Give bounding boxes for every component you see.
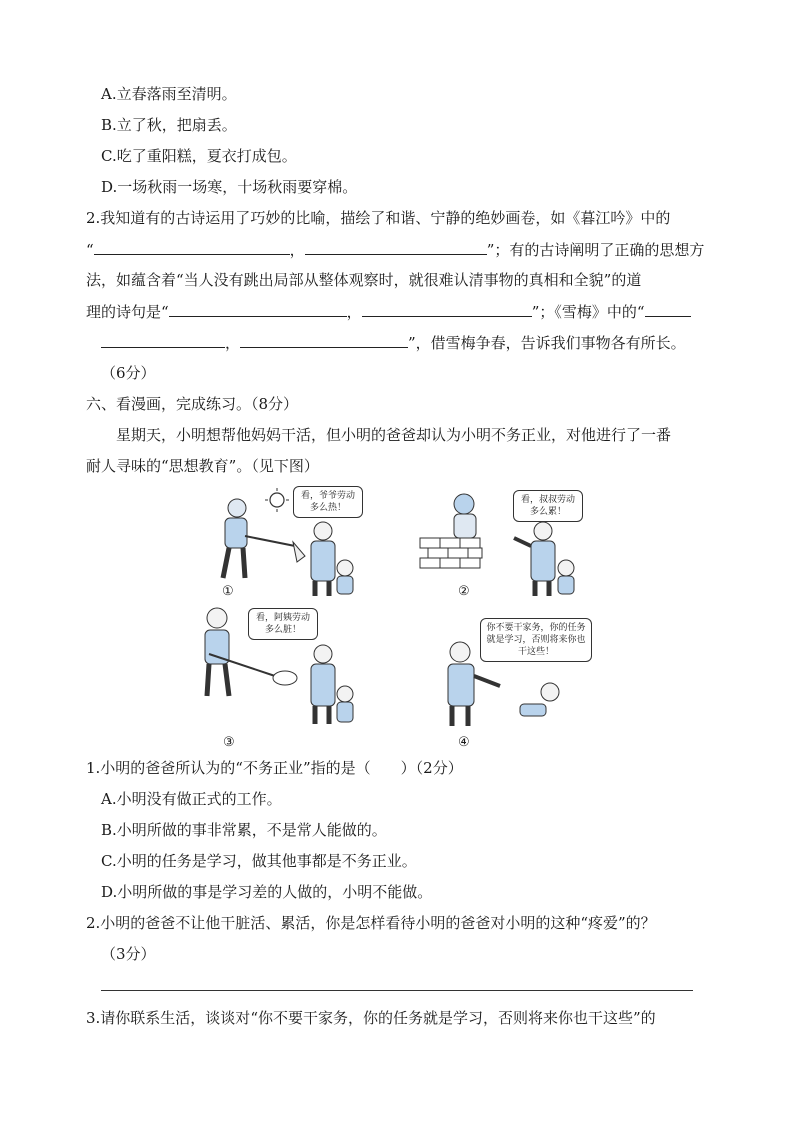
panel-number-3: ③ [223,735,235,750]
speech-bubble-4: 你不要干家务，你的任务就是学习，否则将来你也干这些！ [480,618,592,662]
q2-line5 [101,332,686,353]
sq1-stem: 1.小明的爸爸所认为的“不务正业”指的是（ ）（2分） [86,759,463,777]
open-quote: “ [86,241,94,259]
speech-bubble-2: 看，叔叔劳动多么累！ [513,490,583,522]
sq1-option-b: B.小明所做的事非常累，不是常人能做的。 [101,821,387,839]
answer-blank-1[interactable] [94,239,290,255]
comic-panel-4 [430,604,610,734]
q2-line2-rest: ”；有的古诗阐明了正确的思想方 [486,241,705,259]
answer-blank-5b[interactable] [101,332,225,348]
answer-blank-2[interactable] [305,239,487,255]
panel-number-4: ④ [458,735,470,750]
q2-line4-mid: ”；《雪梅》中的“ [531,303,645,321]
sq1-option-d: D.小明所做的事是学习差的人做的，小明不能做。 [101,883,433,901]
sq2-answer-line[interactable] [101,990,693,991]
answer-blank-6[interactable] [240,332,408,348]
sq2-score: （3分） [101,945,156,963]
section6-intro-2: 耐人寻味的“思想教育”。（见下图） [86,457,319,475]
q2-line4-start: 理的诗句是“ [86,303,169,321]
q2-line4 [86,301,691,322]
q2-line5-end: ”，借雪梅争春，告诉我们事物各有所长。 [408,334,686,352]
speech-bubble-1: 看，爷爷劳动多么热！ [293,486,363,518]
speech-bubble-3: 看，阿姨劳动多么脏！ [248,608,318,640]
section6-intro-1: 星期天，小明想帮他妈妈干活，但小明的爸爸却认为小明不务正业，对他进行了一番 [116,426,672,444]
sq1-option-c: C.小明的任务是学习，做其他事都是不务正业。 [101,852,417,870]
answer-blank-3[interactable] [169,301,347,317]
comma: ， [289,241,305,259]
q2-line3: 法，如蕴含着“当人没有跳出局部从整体观察时，就很难认清事物的真相和全貌”的道 [86,271,642,289]
option-a: A.立春落雨至清明。 [101,85,237,103]
panel-number-2: ② [458,584,470,599]
comma: ， [225,334,241,352]
sq1-option-a: A.小明没有做正式的工作。 [101,790,282,808]
section6-heading: 六、看漫画，完成练习。（8分） [86,395,299,413]
answer-blank-4[interactable] [362,301,532,317]
option-b: B.立了秋，把扇丢。 [101,116,237,134]
answer-blank-5a[interactable] [645,301,691,317]
comma: ， [346,303,362,321]
sq2-stem: 2.小明的爸爸不让他干脏活、累活，你是怎样看待小明的爸爸对小明的这种“疼爱”的？ [86,914,656,932]
option-c: C.吃了重阳糕，夏衣打成包。 [101,147,297,165]
comic-panel-2 [418,486,598,601]
q2-score: （6分） [101,364,156,382]
q2-line2 [86,239,704,260]
q2-line1: 2.我知道有的古诗运用了巧妙的比喻，描绘了和谐、宁静的绝妙画卷，如《暮江吟》中的 [86,209,671,227]
sq3-stem: 3.请你联系生活，谈谈对“你不要干家务，你的任务就是学习，否则将来你也干这些”的 [86,1009,656,1027]
option-d: D.一场秋雨一场寒，十场秋雨要穿棉。 [101,178,358,196]
comic-panel-3 [195,604,375,734]
panel-number-1: ① [222,584,234,599]
